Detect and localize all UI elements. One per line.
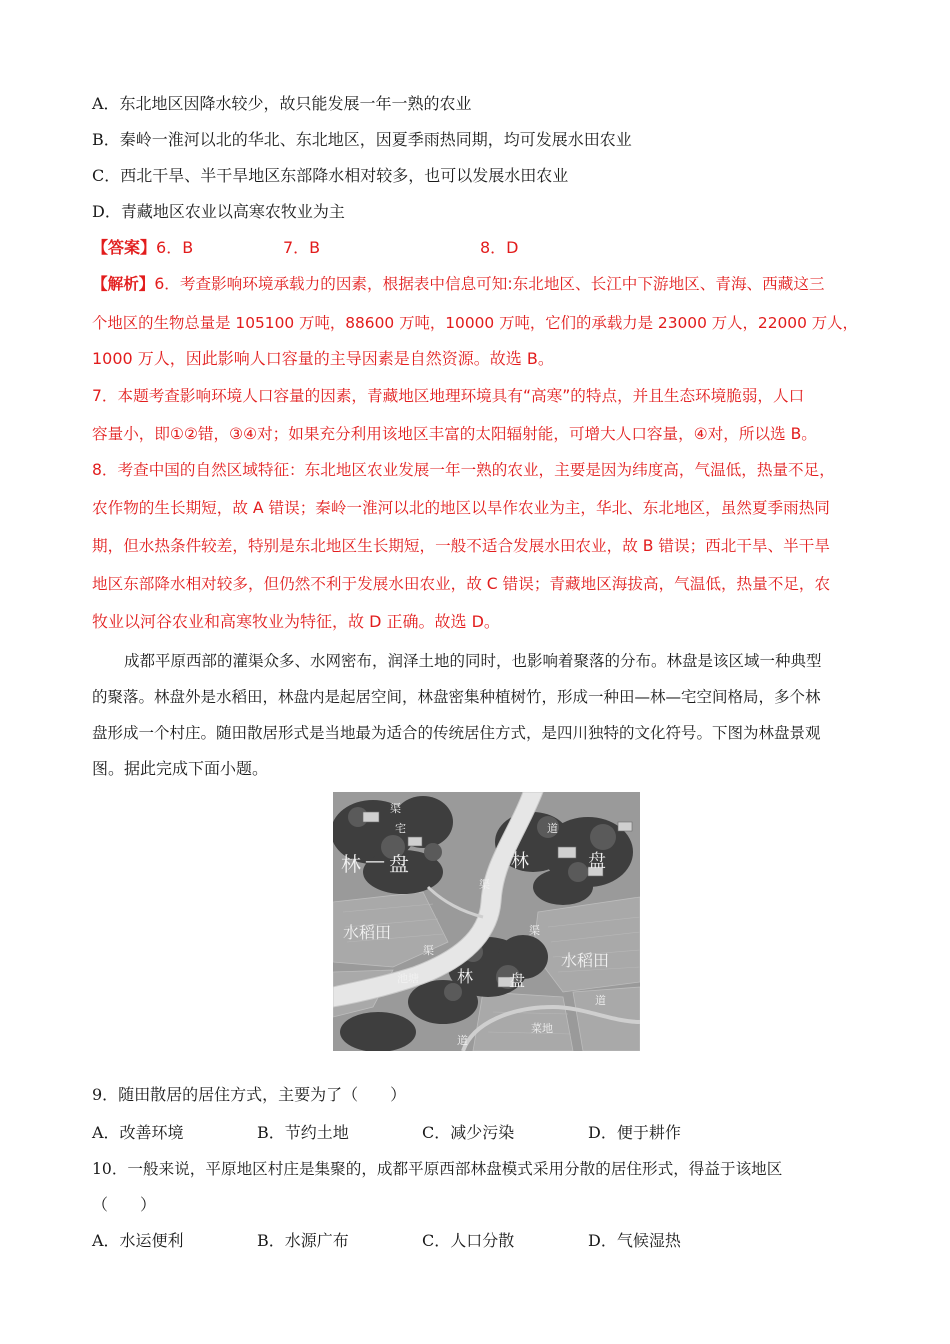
- passage-line-3: 盘形成一个村庄。随田散居形式是当地最为适合的传统居住方式，是四川独特的文化符号。下图为林盘景观: [92, 724, 821, 742]
- analysis-line-4: 7．本题考查影响环境人口容量的因素，青藏地区地理环境具有“高寒”的特点，并且生态环境脆弱，人口: [92, 387, 805, 405]
- q9-option-b: B．节约土地: [257, 1123, 349, 1142]
- q10-stem-2: （ ）: [92, 1195, 157, 1214]
- answer-7: 7．B: [283, 238, 321, 257]
- fig-label-pan-3: 盘: [509, 971, 526, 990]
- analysis-line-9: 地区东部降水相对较多，但仍然不利于发展水田农业，故 C 错误；青藏地区海拔高，气温低，热量不足，农: [92, 575, 831, 593]
- fig-label-qu-lower: 渠: [423, 944, 434, 957]
- analysis-line-5: 容量小，即①②错，③④对；如果充分利用该地区丰富的太阳辐射能，可增大人口容量，④对，所以选 B。: [92, 425, 817, 443]
- fig-label-lin-3: 林: [457, 967, 474, 986]
- analysis-label: 【解析】: [92, 275, 155, 293]
- analysis-line-3: 1000 万人，因此影响人口容量的主导因素是自然资源。故选 B。: [92, 349, 554, 368]
- fig-label-pond: 池塘: [397, 972, 419, 985]
- analysis-line-8: 期，但水热条件较差，特别是东北地区生长期短，一般不适合发展水田农业，故 B 错误；西北干旱、半干旱: [92, 537, 830, 555]
- q8-option-d: D．青藏地区农业以高寒农牧业为主: [92, 202, 345, 221]
- fig-label-small-2: 菜地: [531, 1022, 553, 1035]
- q10-option-a: A．水运便利: [92, 1231, 184, 1250]
- analysis-line-10: 牧业以河谷农业和高寒牧业为特征，故 D 正确。故选 D。: [92, 612, 500, 631]
- fig-label-qu-mid: 渠: [479, 878, 490, 891]
- fig-label-paddy-right: 水稻田: [561, 951, 610, 970]
- q9-option-a: A．改善环境: [92, 1123, 184, 1142]
- answer-label: 【答案】: [92, 238, 157, 257]
- fig-label-qu-top: 渠: [390, 802, 401, 815]
- answer-6: 6．B: [156, 238, 194, 257]
- q10-stem: 10．一般来说，平原地区村庄是集聚的，成都平原西部林盘模式采用分散的居住形式，得益于该地区: [92, 1160, 783, 1178]
- analysis-line-1: 【解析】6．考查影响环境承载力的因素，根据表中信息可知:东北地区、长江中下游地区、青海、西藏这三: [92, 275, 825, 293]
- passage-line-1: 成都平原西部的灌渠众多、水网密布，润泽土地的同时，也影响着聚落的分布。林盘是该区域一种典型: [124, 652, 822, 670]
- linpan-landscape-figure: 林 — 盘 林 盘 水稻田 水稻田 渠 渠 渠 池塘 林 盘 道 道 道 渠 宅 菜地: [333, 792, 640, 1051]
- q10-option-c: C．人口分散: [422, 1231, 515, 1250]
- passage-line-2: 的聚落。林盘外是水稻田，林盘内是起居空间，林盘密集种植树竹，形成一种田—林—宅空间格局，多个林: [92, 688, 821, 706]
- fig-label-road-right: 道: [595, 994, 606, 1007]
- fig-label-pan-1: 盘: [389, 852, 409, 876]
- q8-option-b: B．秦岭一淮河以北的华北、东北地区，因夏季雨热同期，均可发展水田农业: [92, 130, 632, 149]
- fig-label-small-1: 宅: [395, 822, 406, 835]
- analysis-line-7: 农作物的生长期短，故 A 错误；秦岭一淮河以北的地区以旱作农业为主，华北、东北地区，虽然夏季雨热同: [92, 499, 830, 517]
- q9-option-c: C．减少污染: [422, 1123, 515, 1142]
- q10-option-b: B．水源广布: [257, 1231, 349, 1250]
- answer-8: 8．D: [480, 238, 519, 257]
- q10-option-d: D．气候湿热: [588, 1231, 681, 1250]
- analysis-line-2: 个地区的生物总量是 105100 万吨，88600 万吨，10000 万吨，它们的承载力是 23000 万人，22000 万人，: [92, 314, 858, 332]
- q9-stem: 9．随田散居的居住方式，主要为了（ ）: [92, 1085, 407, 1104]
- fig-label-paddy-left: 水稻田: [343, 923, 392, 942]
- fig-label-lin-1: 林: [341, 852, 361, 876]
- analysis-line-6: 8．考查中国的自然区域特征：东北地区农业发展一年一熟的农业，主要是因为纬度高，气温低，热量不足，: [92, 461, 835, 479]
- fig-label-road-top: 道: [547, 822, 558, 835]
- fig-label-channel-right: 渠: [529, 924, 540, 937]
- passage-line-4: 图。据此完成下面小题。: [92, 759, 269, 778]
- answer-row: [92, 238, 193, 258]
- fig-label-road-bottom: 道: [457, 1034, 468, 1047]
- q9-option-d: D．便于耕作: [588, 1123, 681, 1142]
- fig-label-lin-2: 林: [511, 851, 529, 872]
- fig-label-pan-2: 盘: [588, 851, 606, 872]
- q8-option-a: A．东北地区因降水较少，故只能发展一年一熟的农业: [92, 94, 472, 113]
- q8-option-c: C．西北干旱、半干旱地区东部降水相对较多，也可以发展水田农业: [92, 166, 569, 185]
